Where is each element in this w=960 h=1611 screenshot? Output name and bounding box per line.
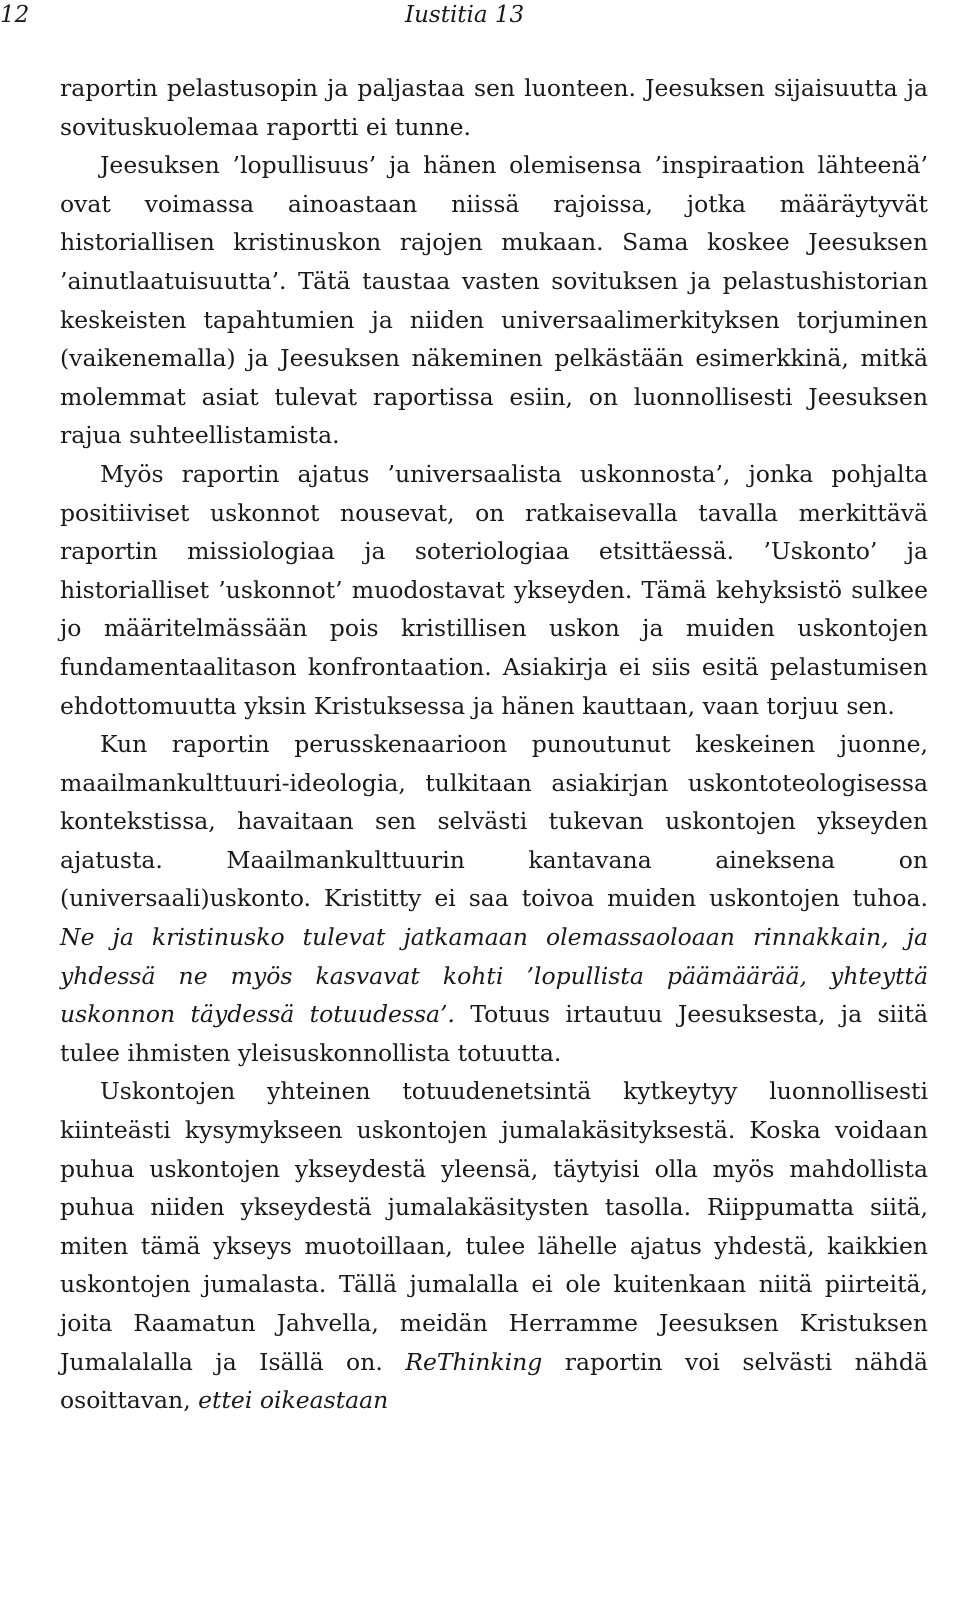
text-run: raportin pelastusopin ja paljastaa sen luonteen. Jeesuksen sijaisuutta ja sovituskuolemaa raportti ei tunne. xyxy=(60,74,928,141)
text-run: Totuus irtautuu Jeesuksesta, ja siitä tulee ihmisten yleisuskonnollista totuutta. xyxy=(60,1000,928,1067)
paragraph xyxy=(60,146,928,455)
italic-text-run: ettei oikeastaan xyxy=(198,1386,389,1415)
text-run: Uskontojen yhteinen totuudenetsintä kytkeytyy luonnollisesti kiinteästi kysymykseen uskontojen jumalakäsityksestä. Koska voidaan puhua uskontojen ykseydestä yleensä, täytyisi olla myös mahdollista puhua niiden ykseydestä jumalakäsitysten tasolla. Riippumatta siitä, miten tämä ykseys muotoillaan, tulee lähelle ajatus yhdestä, kaikkien uskontojen jumalasta. Tällä jumalalla ei ole kuitenkaan niitä piirteitä, joita Raamatun Jahvella, meidän Herramme Jeesuksen Kristuksen Jumalalalla ja Isällä on. xyxy=(60,1077,928,1376)
text-run: Jeesuksen ’lopullisuus’ ja hänen olemisensa ’inspiraation lähteenä’ ovat voimassa ainoastaan niissä rajoissa, jotka määräytyvät historiallisen kristinuskon rajojen mukaan. Sama koskee Jeesuksen ’ainutlaatuisuutta’. Tätä taustaa vasten sovituksen ja pelastushistorian keskeisten tapahtumien ja niiden universaalimerkityksen torjuminen (vaikenemalla) ja Jeesuksen näkeminen pelkästään esimerkkinä, mitkä molemmat asiat tulevat raportissa esiin, on luonnollisesti Jeesuksen rajua suhteellistamista. xyxy=(60,151,928,450)
paragraph xyxy=(60,455,928,725)
page-number: 12 xyxy=(0,2,30,28)
page-header xyxy=(0,0,960,40)
paragraph xyxy=(60,1072,928,1419)
running-head: Iustitia 13 xyxy=(405,2,525,28)
body-text xyxy=(60,69,928,1420)
italic-text-run: ReThinking xyxy=(405,1347,543,1376)
italic-text-run: Ne ja kristinusko tulevat jatkamaan olemassaoloaan rinnakkain, ja yhdessä ne myös kasvavat kohti ’lopullista päämäärää, yhteyttä uskonnon täydessä totuudessa’. xyxy=(60,923,928,1029)
paragraph xyxy=(60,69,928,146)
text-run: Kun raportin perusskenaarioon punoutunut keskeinen juonne, maailmankulttuuri-ideologia, tulkitaan asiakirjan uskontoteologisessa kontekstissa, havaitaan sen selvästi tukevan uskontojen ykseyden ajatusta. Maailmankulttuurin kantavana aineksena on (universaali)uskonto. Kristitty ei saa toivoa muiden uskontojen tuhoa. xyxy=(60,730,928,913)
paragraph xyxy=(60,725,928,1072)
text-run: raportin voi selvästi nähdä osoittavan, xyxy=(60,1347,928,1415)
text-run: Myös raportin ajatus ’universaalista uskonnosta’, jonka pohjalta positiiviset uskonnot nousevat, on ratkaisevalla tavalla merkittävä raportin missiologiaa ja soteriologiaa etsittäessä. ’Uskonto’ ja historialliset ’uskonnot’ muodostavat ykseyden. Tämä kehyksistö sulkee jo määritelmässään pois kristillisen uskon ja muiden uskontojen fundamentaalitason konfrontaation. Asiakirja ei siis esitä pelastumisen ehdottomuutta yksin Kristuksessa ja hänen kauttaan, vaan torjuu sen. xyxy=(60,459,928,720)
